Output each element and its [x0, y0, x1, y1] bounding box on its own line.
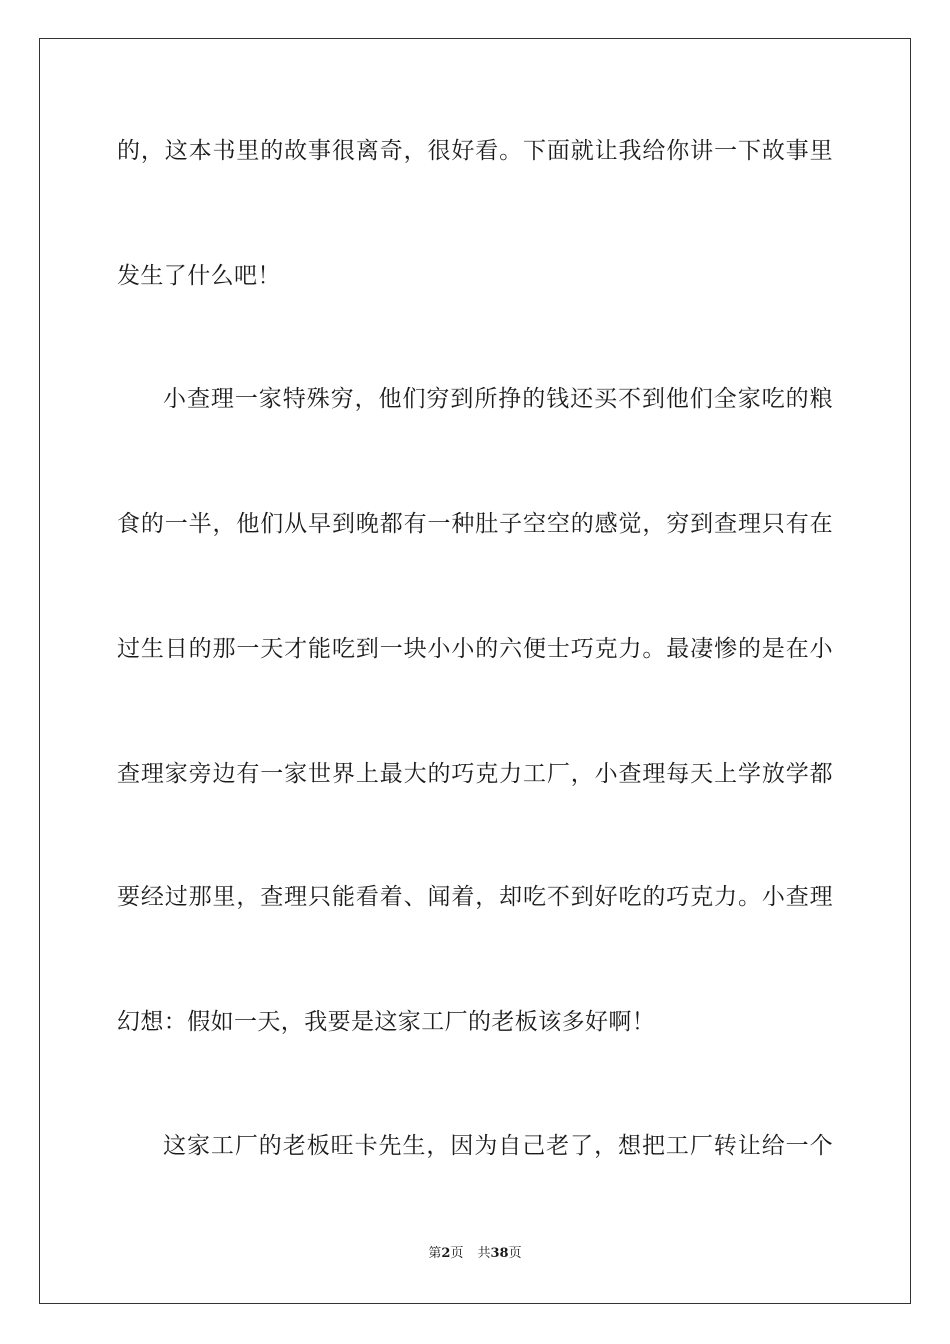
- footer-total-pages: 38: [490, 1246, 509, 1261]
- text-line-4: 食的一半，他们从早到晚都有一种肚子空空的感觉，穷到查理只有在: [117, 511, 833, 537]
- footer-page-suffix: 页: [450, 1246, 464, 1261]
- text-line-7: 要经过那里，查理只能看着、闻着，却吃不到好吃的巧克力。小查理: [117, 884, 833, 910]
- text-line-6: 查理家旁边有一家世界上最大的巧克力工厂，小查理每天上学放学都: [117, 761, 833, 787]
- text-line-1: 的，这本书里的故事很离奇，很好看。下面就让我给你讲一下故事里: [117, 138, 833, 164]
- text-line-5: 过生日的那一天才能吃到一块小小的六便士巧克力。最凄惨的是在小: [117, 636, 833, 662]
- text-line-2: 发生了什么吧！: [117, 263, 281, 289]
- text-line-8: 幻想：假如一天，我要是这家工厂的老板该多好啊！: [117, 1009, 656, 1035]
- page-border: [39, 38, 911, 1304]
- text-line-3: 小查理一家特殊穷，他们穷到所挣的钱还买不到他们全家吃的粮: [163, 386, 833, 412]
- footer-page-number: 2: [441, 1246, 451, 1261]
- footer-total-suffix: 页: [508, 1246, 522, 1261]
- footer-total-prefix: 共: [477, 1246, 491, 1261]
- text-line-9: 这家工厂的老板旺卡先生，因为自己老了，想把工厂转让给一个: [163, 1133, 833, 1159]
- page-footer: [0, 1245, 950, 1263]
- footer-page-prefix: 第: [428, 1246, 442, 1261]
